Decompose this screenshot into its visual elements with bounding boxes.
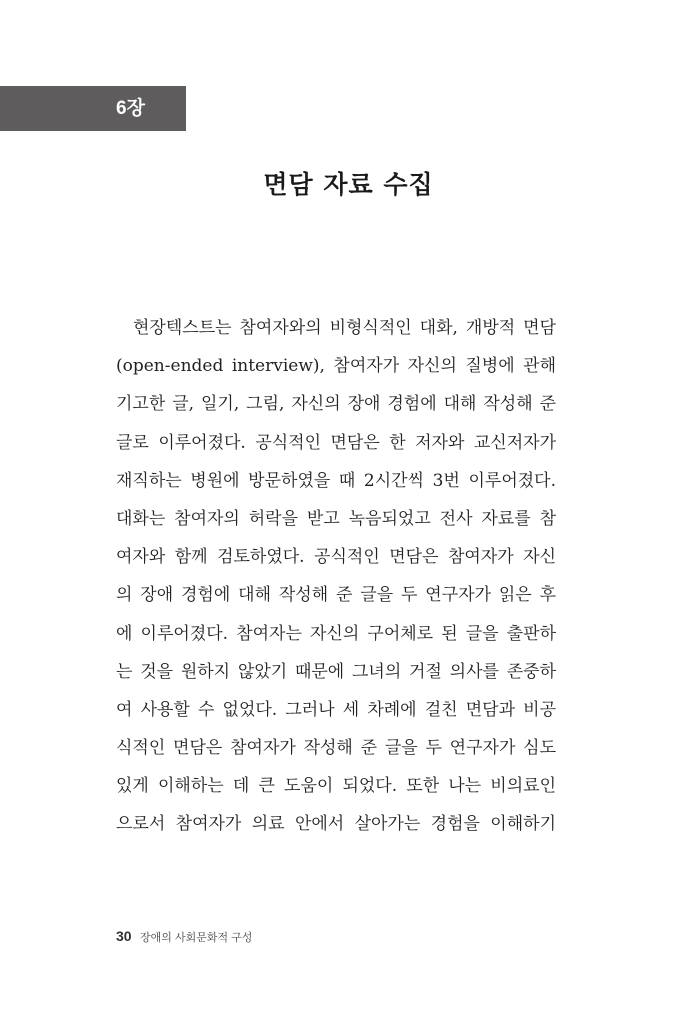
body-line: 재직하는 병원에 방문하였을 때 2시간씩 3번 이루어졌다. [116,470,556,491]
body-line: 기고한 글, 일기, 그림, 자신의 장애 경험에 대해 작성해 준 [116,394,556,415]
body-line: 대화는 참여자의 허락을 받고 녹음되었고 전사 자료를 참 [116,508,556,529]
body-line: 으로서 참여자가 의료 안에서 살아가는 경험을 이해하기 [116,814,556,835]
body-line: 식적인 면담은 참여자가 작성해 준 글을 두 연구자가 심도 [116,738,556,759]
body-line: 현장텍스트는 참여자와의 비형식적인 대화, 개방적 면담 [133,318,556,338]
body-line: 있게 이해하는 데 큰 도움이 되었다. 또한 나는 비의료인 [116,776,556,797]
page-number: 30 [116,928,132,944]
body-line: 글로 이루어졌다. 공식적인 면담은 한 저자와 교신저자가 [116,432,556,453]
body-line: 여 사용할 수 없었다. 그러나 세 차례에 걸친 면담과 비공 [116,699,556,720]
body-line: 에 이루어졌다. 참여자는 자신의 구어체로 된 글을 출판하 [116,623,556,644]
body-text [116,309,556,844]
chapter-tab [0,86,186,131]
body-line: 는 것을 원하지 않았기 때문에 그녀의 거절 의사를 존중하 [116,661,556,682]
body-line: 여자와 함께 검토하였다. 공식적인 면담은 참여자가 자신 [116,547,556,568]
running-title: 장애의 사회문화적 구성 [140,932,253,944]
body-line: (open-ended interview), 참여자가 자신의 질병에 관해 [116,356,556,377]
page-footer [116,928,252,948]
page-title: 면담 자료 수집 [263,170,434,199]
body-line: 의 장애 경험에 대해 작성해 준 글을 두 연구자가 읽은 후 [116,585,556,606]
chapter-label: 6장 [116,98,145,119]
